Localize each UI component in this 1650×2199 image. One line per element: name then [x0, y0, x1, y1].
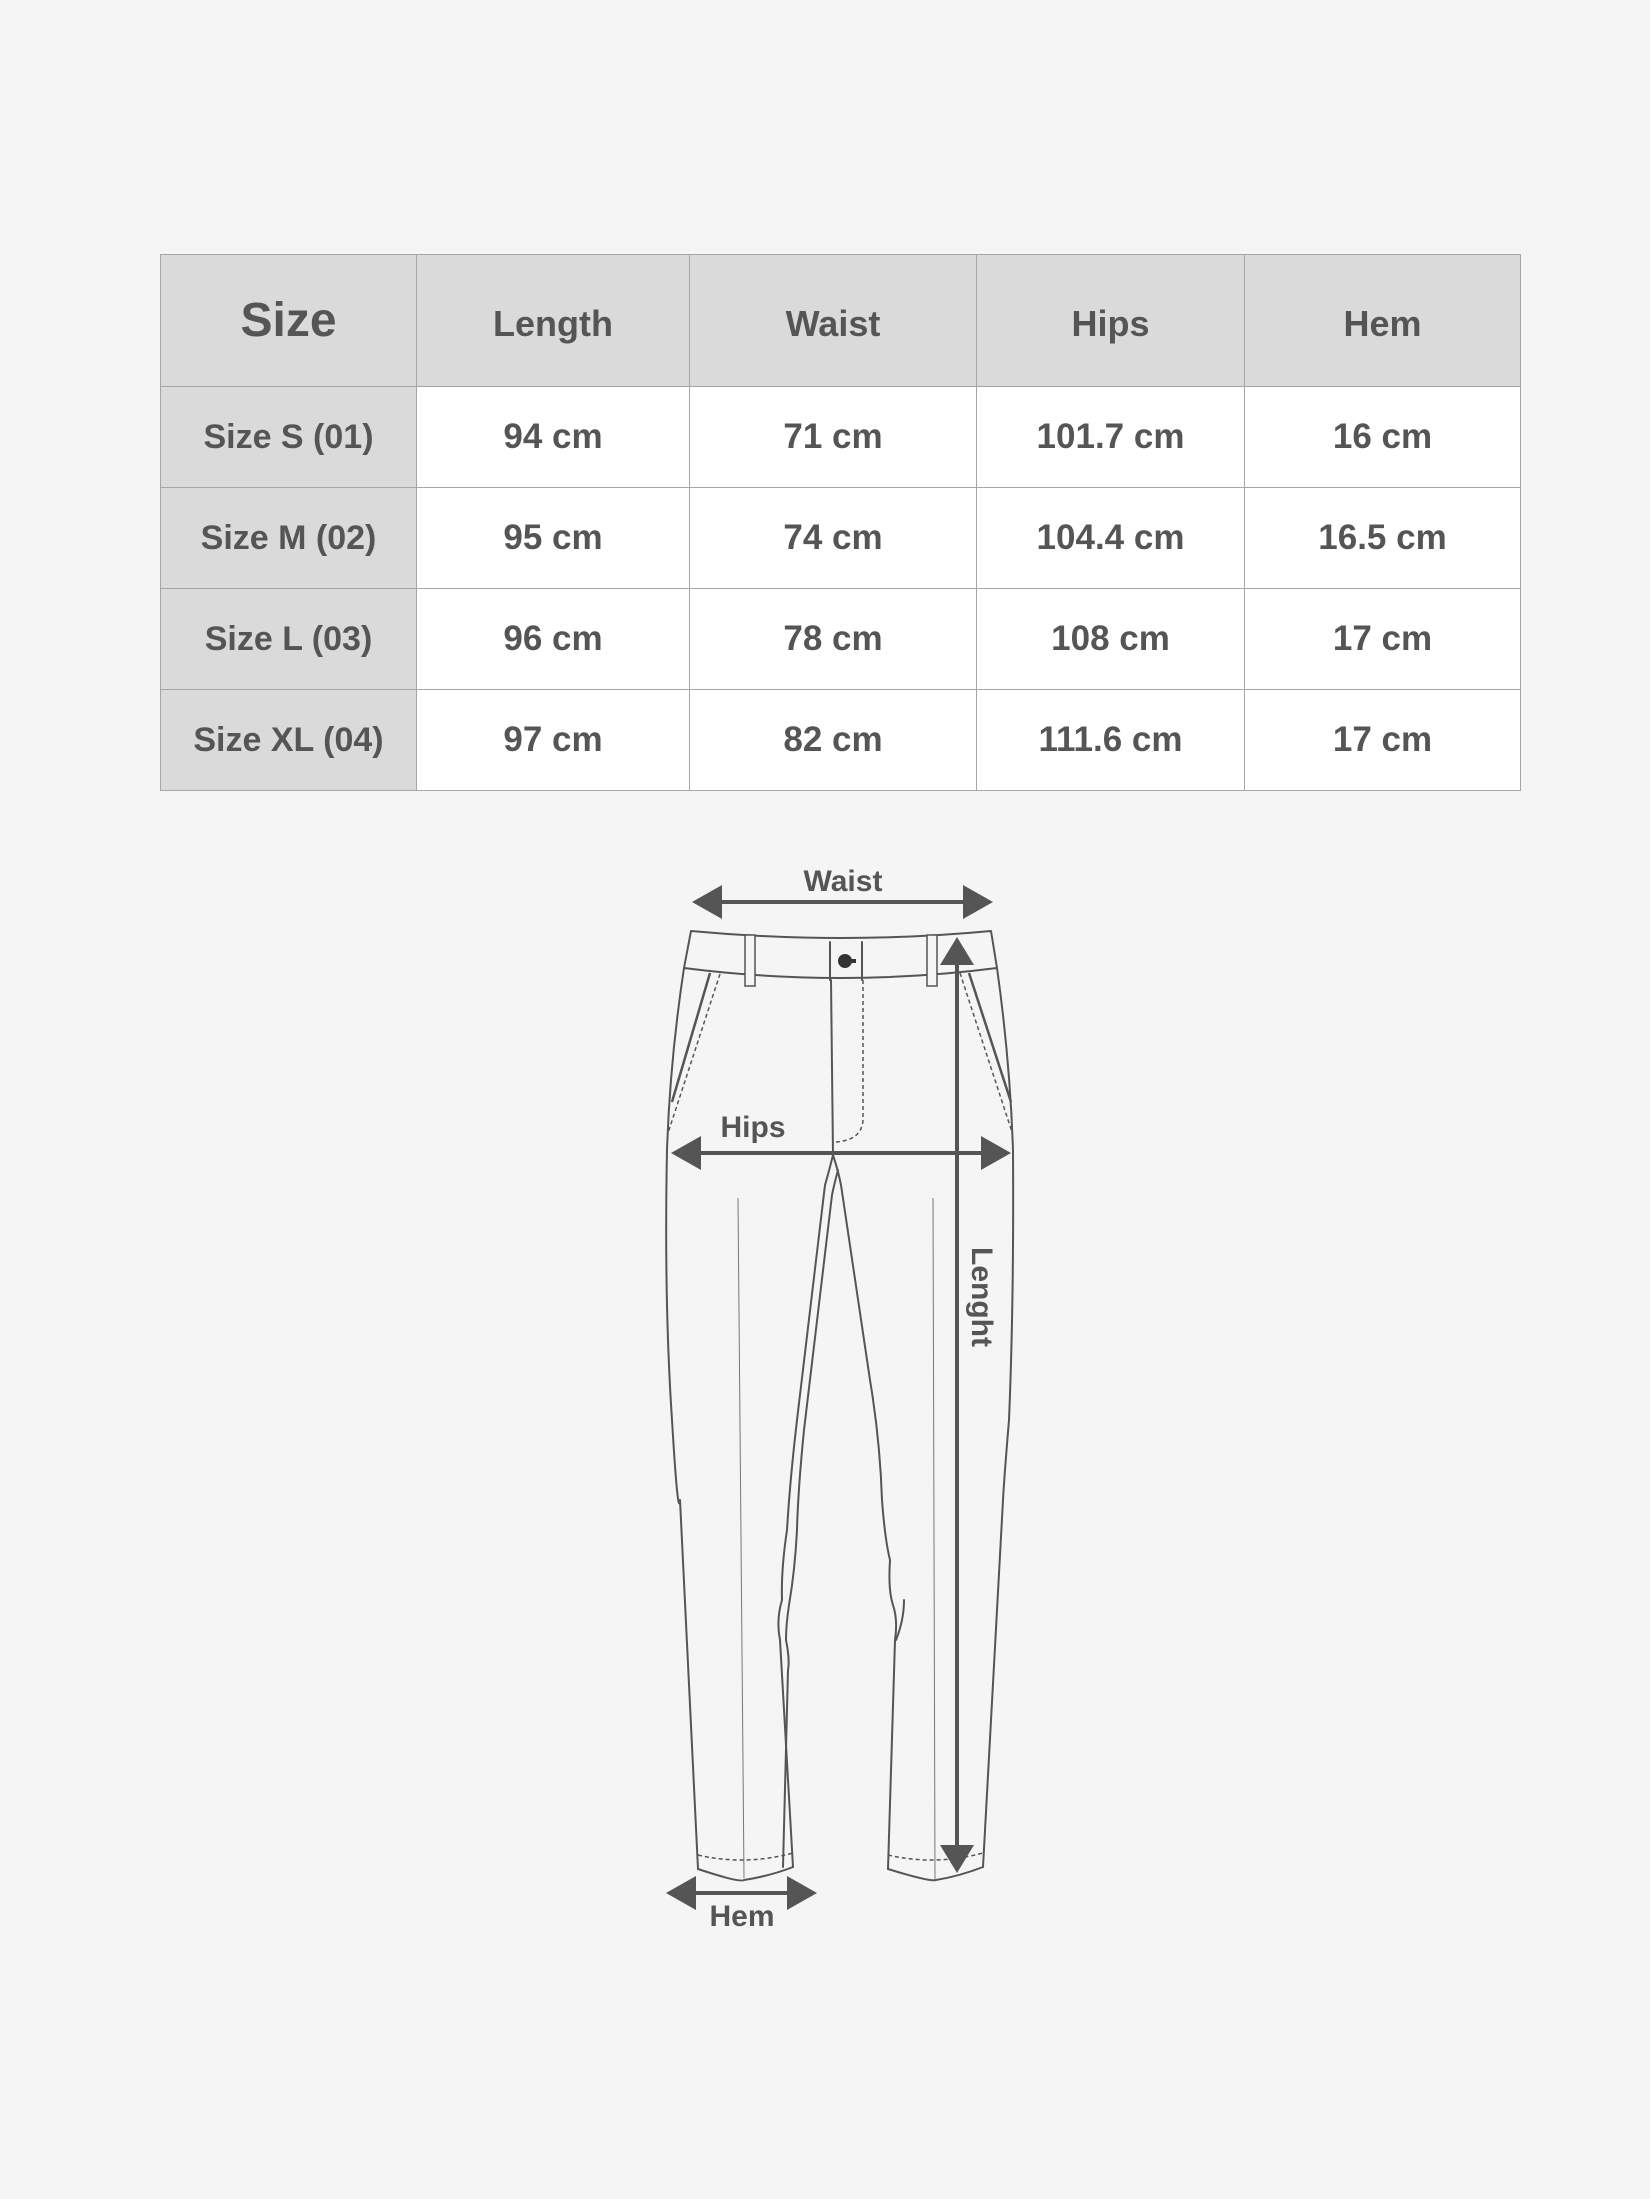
button-icon [838, 954, 852, 968]
hips-value: 111.6 cm [977, 690, 1245, 791]
length-label: Lenght [965, 1247, 998, 1347]
hips-label: Hips [720, 1111, 786, 1144]
hips-value: 104.4 cm [977, 488, 1245, 589]
pocket-lines [672, 973, 1011, 1102]
column-header-waist: Waist [690, 255, 977, 387]
size-label: Size S (01) [161, 387, 417, 488]
hips-value: 108 cm [977, 589, 1245, 690]
stitch-lines [668, 973, 1012, 1860]
column-header-size: Size [161, 255, 417, 387]
waist-value: 71 cm [690, 387, 977, 488]
size-label: Size XL (04) [161, 690, 417, 791]
length-value: 94 cm [417, 387, 690, 488]
pants-outline-icon [666, 931, 1013, 1881]
hem-label: Hem [709, 1900, 775, 1933]
hips-value: 101.7 cm [977, 387, 1245, 488]
hem-value: 16 cm [1245, 387, 1521, 488]
hem-value: 17 cm [1245, 589, 1521, 690]
waist-value: 82 cm [690, 690, 977, 791]
size-label: Size L (03) [161, 589, 417, 690]
column-header-hips: Hips [977, 255, 1245, 387]
waist-value: 74 cm [690, 488, 977, 589]
crease-lines [738, 1198, 935, 1880]
waist-label: Waist [803, 865, 883, 898]
column-header-length: Length [417, 255, 690, 387]
hem-value: 17 cm [1245, 690, 1521, 791]
length-value: 96 cm [417, 589, 690, 690]
size-label: Size M (02) [161, 488, 417, 589]
measurement-arrows [666, 885, 1011, 1910]
hem-value: 16.5 cm [1245, 488, 1521, 589]
length-value: 97 cm [417, 690, 690, 791]
waist-value: 78 cm [690, 589, 977, 690]
column-header-hem: Hem [1245, 255, 1521, 387]
length-value: 95 cm [417, 488, 690, 589]
